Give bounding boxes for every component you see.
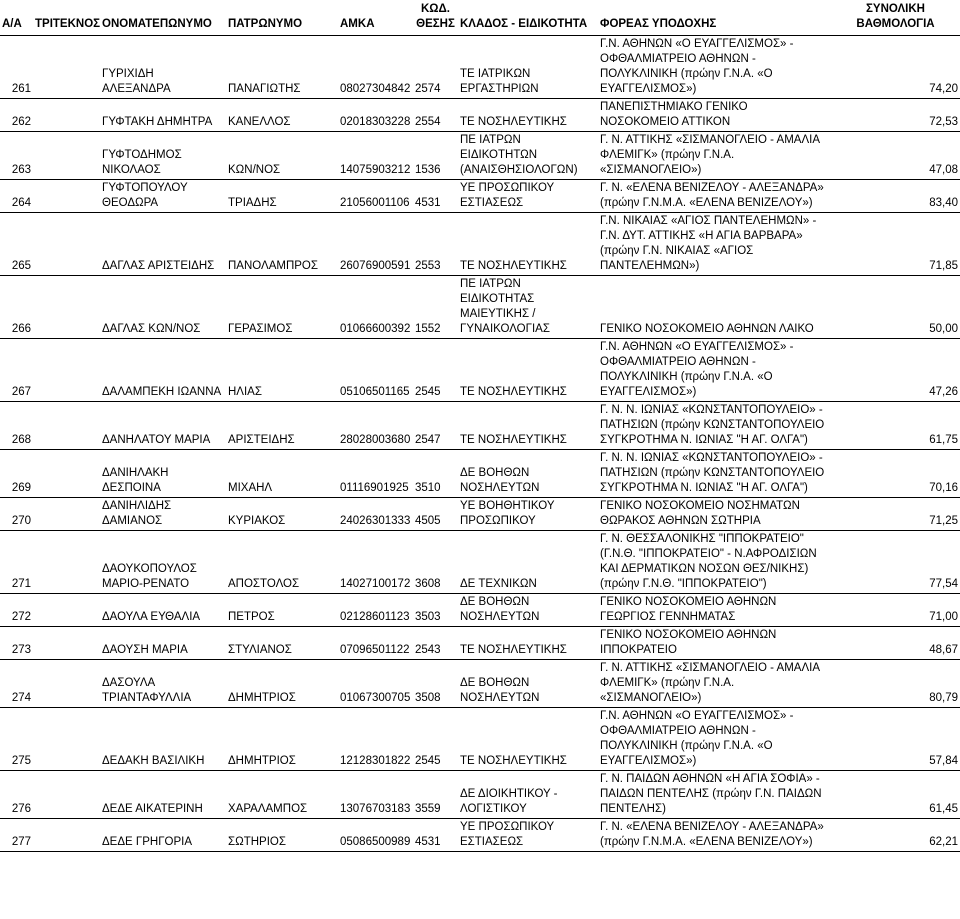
cell-aa: 273 bbox=[0, 627, 33, 660]
cell-father: ΣΩΤΗΡΙΟΣ bbox=[226, 819, 338, 852]
cell-klados: ΥΕ ΠΡΟΣΩΠΙΚΟΥ ΕΣΤΙΑΣΕΩΣ bbox=[458, 180, 598, 213]
cell-aa: 270 bbox=[0, 498, 33, 531]
cell-tritekn bbox=[33, 339, 100, 402]
cell-father: ΔΗΜΗΤΡΙΟΣ bbox=[226, 708, 338, 771]
cell-tritekn bbox=[33, 819, 100, 852]
table-row bbox=[0, 660, 960, 708]
cell-foreas: Γ.Ν. ΑΘΗΝΩΝ «Ο ΕΥΑΓΓΕΛΙΣΜΟΣ» - ΟΦΘΑΛΜΙΑΤΡΕΙΟ ΑΘΗΝΩΝ - ΠΟΛΥΚΛΙΝΙΚΗ (πρώην Γ.Ν.Α. «Ο ΕΥΑΓΓΕΛΙΣΜΟΣ») bbox=[598, 708, 831, 771]
table-row bbox=[0, 99, 960, 132]
cell-klados: ΠΕ ΙΑΤΡΩΝ ΕΙΔΙΚΟΤΗΤΩΝ (ΑΝΑΙΣΘΗΣΙΟΛΟΓΩΝ) bbox=[458, 132, 598, 180]
cell-amka: 05106501165 bbox=[338, 339, 413, 402]
cell-foreas: ΠΑΝΕΠΙΣΤΗΜΙΑΚΟ ΓΕΝΙΚΟ ΝΟΣΟΚΟΜΕΙΟ ΑΤΤΙΚΟΝ bbox=[598, 99, 831, 132]
cell-aa: 265 bbox=[0, 213, 33, 276]
header-tritekn: ΤΡΙΤΕΚΝΟΣ bbox=[33, 0, 100, 36]
cell-klados: ΔΕ ΒΟΗΘΩΝ ΝΟΣΗΛΕΥΤΩΝ bbox=[458, 660, 598, 708]
cell-tritekn bbox=[33, 99, 100, 132]
cell-name: ΔΕΔΕ ΑΙΚΑΤΕΡΙΝΗ bbox=[100, 771, 226, 819]
cell-klados: ΤΕ ΝΟΣΗΛΕΥΤΙΚΗΣ bbox=[458, 99, 598, 132]
cell-foreas: ΓΕΝΙΚΟ ΝΟΣΟΚΟΜΕΙΟ ΑΘΗΝΩΝ ΙΠΠΟΚΡΑΤΕΙΟ bbox=[598, 627, 831, 660]
table-row bbox=[0, 708, 960, 771]
cell-code: 2574 bbox=[413, 36, 458, 99]
cell-code: 2547 bbox=[413, 402, 458, 450]
cell-klados: ΤΕ ΝΟΣΗΛΕΥΤΙΚΗΣ bbox=[458, 339, 598, 402]
cell-code: 2553 bbox=[413, 213, 458, 276]
cell-score: 74,20 bbox=[831, 36, 960, 99]
table-row bbox=[0, 498, 960, 531]
cell-amka: 28028003680 bbox=[338, 402, 413, 450]
cell-name: ΔΑΝΙΗΛΑΚΗ ΔΕΣΠΟΙΝΑ bbox=[100, 450, 226, 498]
header-kod-thesis: ΚΩΔ. ΘΕΣΗΣ bbox=[413, 0, 458, 36]
cell-score: 72,53 bbox=[831, 99, 960, 132]
cell-aa: 274 bbox=[0, 660, 33, 708]
cell-aa: 275 bbox=[0, 708, 33, 771]
cell-name: ΓΥΦΤΟΔΗΜΟΣ ΝΙΚΟΛΑΟΣ bbox=[100, 132, 226, 180]
cell-score: 71,00 bbox=[831, 594, 960, 627]
cell-code: 2543 bbox=[413, 627, 458, 660]
cell-klados: ΤΕ ΝΟΣΗΛΕΥΤΙΚΗΣ bbox=[458, 402, 598, 450]
cell-father: ΤΡΙΑΔΗΣ bbox=[226, 180, 338, 213]
cell-klados: ΤΕ ΙΑΤΡΙΚΩΝ ΕΡΓΑΣΤΗΡΙΩΝ bbox=[458, 36, 598, 99]
cell-foreas: Γ.Ν. ΝΙΚΑΙΑΣ «ΑΓΙΟΣ ΠΑΝΤΕΛΕΗΜΩΝ» - Γ.Ν. ΔΥΤ. ΑΤΤΙΚΗΣ «Η ΑΓΙΑ ΒΑΡΒΑΡΑ» (πρώην Γ.Ν. ΝΙΚΑΙΑΣ «ΑΓΙΟΣ ΠΑΝΤΕΛΕΗΜΩΝ») bbox=[598, 213, 831, 276]
cell-father: ΓΕΡΑΣΙΜΟΣ bbox=[226, 276, 338, 339]
cell-tritekn bbox=[33, 660, 100, 708]
cell-father: ΣΤΥΛΙΑΝΟΣ bbox=[226, 627, 338, 660]
cell-score: 71,25 bbox=[831, 498, 960, 531]
cell-tritekn bbox=[33, 213, 100, 276]
cell-code: 3508 bbox=[413, 660, 458, 708]
cell-father: ΗΛΙΑΣ bbox=[226, 339, 338, 402]
cell-klados: ΤΕ ΝΟΣΗΛΕΥΤΙΚΗΣ bbox=[458, 627, 598, 660]
cell-father: ΚΩΝ/ΝΟΣ bbox=[226, 132, 338, 180]
cell-code: 1536 bbox=[413, 132, 458, 180]
cell-tritekn bbox=[33, 402, 100, 450]
cell-amka: 05086500989 bbox=[338, 819, 413, 852]
cell-amka: 14027100172 bbox=[338, 531, 413, 594]
cell-name: ΔΑΣΟΥΛΑ ΤΡΙΑΝΤΑΦΥΛΛΙΑ bbox=[100, 660, 226, 708]
table-row bbox=[0, 627, 960, 660]
table-body bbox=[0, 36, 960, 852]
cell-tritekn bbox=[33, 276, 100, 339]
cell-code: 2545 bbox=[413, 708, 458, 771]
cell-foreas: ΓΕΝΙΚΟ ΝΟΣΟΚΟΜΕΙΟ ΑΘΗΝΩΝ ΓΕΩΡΓΙΟΣ ΓΕΝΝΗΜΑΤΑΣ bbox=[598, 594, 831, 627]
cell-name: ΔΕΔΕ ΓΡΗΓΟΡΙΑ bbox=[100, 819, 226, 852]
cell-tritekn bbox=[33, 771, 100, 819]
cell-father: ΑΡΙΣΤΕΙΔΗΣ bbox=[226, 402, 338, 450]
table-row bbox=[0, 819, 960, 852]
header-klados: ΚΛΑΔΟΣ - ΕΙΔΙΚΟΤΗΤΑ bbox=[458, 0, 598, 36]
table-row bbox=[0, 402, 960, 450]
cell-klados: ΤΕ ΝΟΣΗΛΕΥΤΙΚΗΣ bbox=[458, 213, 598, 276]
cell-amka: 21056001106 bbox=[338, 180, 413, 213]
cell-amka: 01116901925 bbox=[338, 450, 413, 498]
cell-tritekn bbox=[33, 708, 100, 771]
cell-score: 47,26 bbox=[831, 339, 960, 402]
cell-amka: 08027304842 bbox=[338, 36, 413, 99]
cell-aa: 268 bbox=[0, 402, 33, 450]
cell-foreas: Γ. Ν. Ν. ΙΩΝΙΑΣ «ΚΩΝΣΤΑΝΤΟΠΟΥΛΕΙΟ» - ΠΑΤΗΣΙΩΝ (πρώην ΚΩΝΣΤΑΝΤΟΠΟΥΛΕΙΟ ΣΥΓΚΡΟΤΗΜΑ Ν. ΙΩΝΙΑΣ "Η ΑΓ. ΟΛΓΑ") bbox=[598, 450, 831, 498]
cell-score: 47,08 bbox=[831, 132, 960, 180]
cell-amka: 01067300705 bbox=[338, 660, 413, 708]
table-row bbox=[0, 180, 960, 213]
table-row bbox=[0, 771, 960, 819]
cell-father: ΠΑΝΟΛΑΜΠΡΟΣ bbox=[226, 213, 338, 276]
cell-aa: 266 bbox=[0, 276, 33, 339]
header-row bbox=[0, 0, 960, 36]
cell-foreas: Γ. Ν. ΠΑΙΔΩΝ ΑΘΗΝΩΝ «Η ΑΓΙΑ ΣΟΦΙΑ» - ΠΑΙΔΩΝ ΠΕΝΤΕΛΗΣ (πρώην Γ.Ν. ΠΑΙΔΩΝ ΠΕΝΤΕΛΗΣ) bbox=[598, 771, 831, 819]
cell-tritekn bbox=[33, 450, 100, 498]
cell-score: 61,75 bbox=[831, 402, 960, 450]
table-row bbox=[0, 132, 960, 180]
cell-score: 62,21 bbox=[831, 819, 960, 852]
cell-foreas: Γ. Ν. Ν. ΙΩΝΙΑΣ «ΚΩΝΣΤΑΝΤΟΠΟΥΛΕΙΟ» - ΠΑΤΗΣΙΩΝ (πρώην ΚΩΝΣΤΑΝΤΟΠΟΥΛΕΙΟ ΣΥΓΚΡΟΤΗΜΑ Ν. ΙΩΝΙΑΣ "Η ΑΓ. ΟΛΓΑ") bbox=[598, 402, 831, 450]
cell-amka: 14075903212 bbox=[338, 132, 413, 180]
cell-score: 71,85 bbox=[831, 213, 960, 276]
cell-klados: ΔΕ ΔΙΟΙΚΗΤΙΚΟΥ - ΛΟΓΙΣΤΙΚΟΥ bbox=[458, 771, 598, 819]
cell-klados: ΥΕ ΠΡΟΣΩΠΙΚΟΥ ΕΣΤΙΑΣΕΩΣ bbox=[458, 819, 598, 852]
cell-name: ΔΕΔΑΚΗ ΒΑΣΙΛΙΚΗ bbox=[100, 708, 226, 771]
cell-foreas: Γ. Ν. «ΕΛΕΝΑ ΒΕΝΙΖΕΛΟΥ - ΑΛΕΞΑΝΔΡΑ» (πρώην Γ.Ν.Μ.Α. «ΕΛΕΝΑ ΒΕΝΙΖΕΛΟΥ») bbox=[598, 180, 831, 213]
cell-aa: 269 bbox=[0, 450, 33, 498]
cell-aa: 271 bbox=[0, 531, 33, 594]
cell-name: ΓΥΡΙΧΙΔΗ ΑΛΕΞΑΝΔΡΑ bbox=[100, 36, 226, 99]
cell-klados: ΔΕ ΒΟΗΘΩΝ ΝΟΣΗΛΕΥΤΩΝ bbox=[458, 450, 598, 498]
cell-klados: ΥΕ ΒΟΗΘΗΤΙΚΟΥ ΠΡΟΣΩΠΙΚΟΥ bbox=[458, 498, 598, 531]
cell-code: 4531 bbox=[413, 819, 458, 852]
header-vathmologia: ΣΥΝΟΛΙΚΗ ΒΑΘΜΟΛΟΓΙΑ bbox=[831, 0, 960, 36]
cell-name: ΔΑΝΗΛΑΤΟΥ ΜΑΡΙΑ bbox=[100, 402, 226, 450]
table-row bbox=[0, 276, 960, 339]
cell-tritekn bbox=[33, 531, 100, 594]
cell-name: ΔΑΟΥΛΑ ΕΥΘΑΛΙΑ bbox=[100, 594, 226, 627]
cell-amka: 24026301333 bbox=[338, 498, 413, 531]
cell-code: 4505 bbox=[413, 498, 458, 531]
cell-foreas: ΓΕΝΙΚΟ ΝΟΣΟΚΟΜΕΙΟ ΝΟΣΗΜΑΤΩΝ ΘΩΡΑΚΟΣ ΑΘΗΝΩΝ ΣΩΤΗΡΙΑ bbox=[598, 498, 831, 531]
cell-father: ΜΙΧΑΗΛ bbox=[226, 450, 338, 498]
cell-code: 2554 bbox=[413, 99, 458, 132]
cell-father: ΑΠΟΣΤΟΛΟΣ bbox=[226, 531, 338, 594]
header-amka: ΑΜΚΑ bbox=[338, 0, 413, 36]
cell-amka: 02018303228 bbox=[338, 99, 413, 132]
cell-code: 3510 bbox=[413, 450, 458, 498]
cell-aa: 262 bbox=[0, 99, 33, 132]
cell-code: 3559 bbox=[413, 771, 458, 819]
cell-aa: 272 bbox=[0, 594, 33, 627]
cell-father: ΠΕΤΡΟΣ bbox=[226, 594, 338, 627]
cell-amka: 26076900591 bbox=[338, 213, 413, 276]
cell-score: 83,40 bbox=[831, 180, 960, 213]
cell-klados: ΔΕ ΒΟΗΘΩΝ ΝΟΣΗΛΕΥΤΩΝ bbox=[458, 594, 598, 627]
cell-code: 4531 bbox=[413, 180, 458, 213]
cell-foreas: Γ.Ν. ΑΘΗΝΩΝ «Ο ΕΥΑΓΓΕΛΙΣΜΟΣ» - ΟΦΘΑΛΜΙΑΤΡΕΙΟ ΑΘΗΝΩΝ - ΠΟΛΥΚΛΙΝΙΚΗ (πρώην Γ.Ν.Α. «Ο ΕΥΑΓΓΕΛΙΣΜΟΣ») bbox=[598, 339, 831, 402]
cell-score: 61,45 bbox=[831, 771, 960, 819]
cell-aa: 276 bbox=[0, 771, 33, 819]
cell-code: 1552 bbox=[413, 276, 458, 339]
cell-score: 57,84 bbox=[831, 708, 960, 771]
cell-foreas: Γ. Ν. ΑΤΤΙΚΗΣ «ΣΙΣΜΑΝΟΓΛΕΙΟ - ΑΜΑΛΙΑ ΦΛΕΜΙΓΚ» (πρώην Γ.Ν.Α. «ΣΙΣΜΑΝΟΓΛΕΙΟ») bbox=[598, 660, 831, 708]
cell-aa: 261 bbox=[0, 36, 33, 99]
cell-klados: ΠΕ ΙΑΤΡΩΝ ΕΙΔΙΚΟΤΗΤΑΣ ΜΑΙΕΥΤΙΚΗΣ / ΓΥΝΑΙΚΟΛΟΓΙΑΣ bbox=[458, 276, 598, 339]
cell-foreas: Γ. Ν. «ΕΛΕΝΑ ΒΕΝΙΖΕΛΟΥ - ΑΛΕΞΑΝΔΡΑ» (πρώην Γ.Ν.Μ.Α. «ΕΛΕΝΑ ΒΕΝΙΖΕΛΟΥ») bbox=[598, 819, 831, 852]
cell-father: ΠΑΝΑΓΙΩΤΗΣ bbox=[226, 36, 338, 99]
cell-amka: 02128601123 bbox=[338, 594, 413, 627]
cell-aa: 277 bbox=[0, 819, 33, 852]
cell-name: ΓΥΦΤΑΚΗ ΔΗΜΗΤΡΑ bbox=[100, 99, 226, 132]
cell-aa: 267 bbox=[0, 339, 33, 402]
header-onomatep: ΟΝΟΜΑΤΕΠΩΝΥΜΟ bbox=[100, 0, 226, 36]
table-row bbox=[0, 339, 960, 402]
table-row bbox=[0, 531, 960, 594]
cell-foreas: Γ. Ν. ΑΤΤΙΚΗΣ «ΣΙΣΜΑΝΟΓΛΕΙΟ - ΑΜΑΛΙΑ ΦΛΕΜΙΓΚ» (πρώην Γ.Ν.Α. «ΣΙΣΜΑΝΟΓΛΕΙΟ») bbox=[598, 132, 831, 180]
cell-tritekn bbox=[33, 180, 100, 213]
cell-name: ΔΑΛΑΜΠΕΚΗ ΙΩΑΝΝΑ bbox=[100, 339, 226, 402]
header-foreas: ΦΟΡΕΑΣ ΥΠΟΔΟΧΗΣ bbox=[598, 0, 831, 36]
cell-tritekn bbox=[33, 36, 100, 99]
cell-klados: ΔΕ ΤΕΧΝΙΚΩΝ bbox=[458, 531, 598, 594]
cell-father: ΔΗΜΗΤΡΙΟΣ bbox=[226, 660, 338, 708]
cell-foreas: ΓΕΝΙΚΟ ΝΟΣΟΚΟΜΕΙΟ ΑΘΗΝΩΝ ΛΑΙΚΟ bbox=[598, 276, 831, 339]
cell-score: 70,16 bbox=[831, 450, 960, 498]
cell-amka: 01066600392 bbox=[338, 276, 413, 339]
cell-name: ΓΥΦΤΟΠΟΥΛΟΥ ΘΕΟΔΩΡΑ bbox=[100, 180, 226, 213]
cell-name: ΔΑΟΥΣΗ ΜΑΡΙΑ bbox=[100, 627, 226, 660]
cell-foreas: Γ.Ν. ΑΘΗΝΩΝ «Ο ΕΥΑΓΓΕΛΙΣΜΟΣ» - ΟΦΘΑΛΜΙΑΤΡΕΙΟ ΑΘΗΝΩΝ - ΠΟΛΥΚΛΙΝΙΚΗ (πρώην Γ.Ν.Α. «Ο ΕΥΑΓΓΕΛΙΣΜΟΣ») bbox=[598, 36, 831, 99]
cell-tritekn bbox=[33, 132, 100, 180]
cell-code: 2545 bbox=[413, 339, 458, 402]
cell-foreas: Γ. Ν. ΘΕΣΣΑΛΟΝΙΚΗΣ "ΙΠΠΟΚΡΑΤΕΙΟ" (Γ.Ν.Θ. "ΙΠΠΟΚΡΑΤΕΙΟ" - Ν.ΑΦΡΟΔΙΣΙΩΝ ΚΑΙ ΔΕΡΜΑΤΙΚΩΝ ΝΟΣΩΝ ΘΕΣ/ΝΙΚΗΣ) (πρώην Γ.Ν.Θ. "ΙΠΠΟΚΡΑΤΕΙΟ") bbox=[598, 531, 831, 594]
cell-name: ΔΑΝΙΗΛΙΔΗΣ ΔΑΜΙΑΝΟΣ bbox=[100, 498, 226, 531]
cell-aa: 264 bbox=[0, 180, 33, 213]
cell-amka: 13076703183 bbox=[338, 771, 413, 819]
cell-aa: 263 bbox=[0, 132, 33, 180]
cell-code: 3608 bbox=[413, 531, 458, 594]
header-patronymo: ΠΑΤΡΩΝΥΜΟ bbox=[226, 0, 338, 36]
table-row bbox=[0, 450, 960, 498]
table-row bbox=[0, 594, 960, 627]
cell-name: ΔΑΟΥΚΟΠΟΥΛΟΣ ΜΑΡΙΟ-ΡΕΝΑΤΟ bbox=[100, 531, 226, 594]
cell-amka: 07096501122 bbox=[338, 627, 413, 660]
cell-score: 77,54 bbox=[831, 531, 960, 594]
cell-score: 48,67 bbox=[831, 627, 960, 660]
table-row bbox=[0, 213, 960, 276]
cell-name: ΔΑΓΛΑΣ ΑΡΙΣΤΕΙΔΗΣ bbox=[100, 213, 226, 276]
cell-father: ΧΑΡΑΛΑΜΠΟΣ bbox=[226, 771, 338, 819]
cell-amka: 12128301822 bbox=[338, 708, 413, 771]
cell-klados: ΤΕ ΝΟΣΗΛΕΥΤΙΚΗΣ bbox=[458, 708, 598, 771]
cell-name: ΔΑΓΛΑΣ ΚΩΝ/ΝΟΣ bbox=[100, 276, 226, 339]
cell-father: ΚΑΝΕΛΛΟΣ bbox=[226, 99, 338, 132]
table-row bbox=[0, 36, 960, 99]
cell-score: 50,00 bbox=[831, 276, 960, 339]
header-aa: Α/Α bbox=[0, 0, 33, 36]
cell-tritekn bbox=[33, 498, 100, 531]
cell-tritekn bbox=[33, 594, 100, 627]
cell-tritekn bbox=[33, 627, 100, 660]
cell-score: 80,79 bbox=[831, 660, 960, 708]
cell-code: 3503 bbox=[413, 594, 458, 627]
cell-father: ΚΥΡΙΑΚΟΣ bbox=[226, 498, 338, 531]
